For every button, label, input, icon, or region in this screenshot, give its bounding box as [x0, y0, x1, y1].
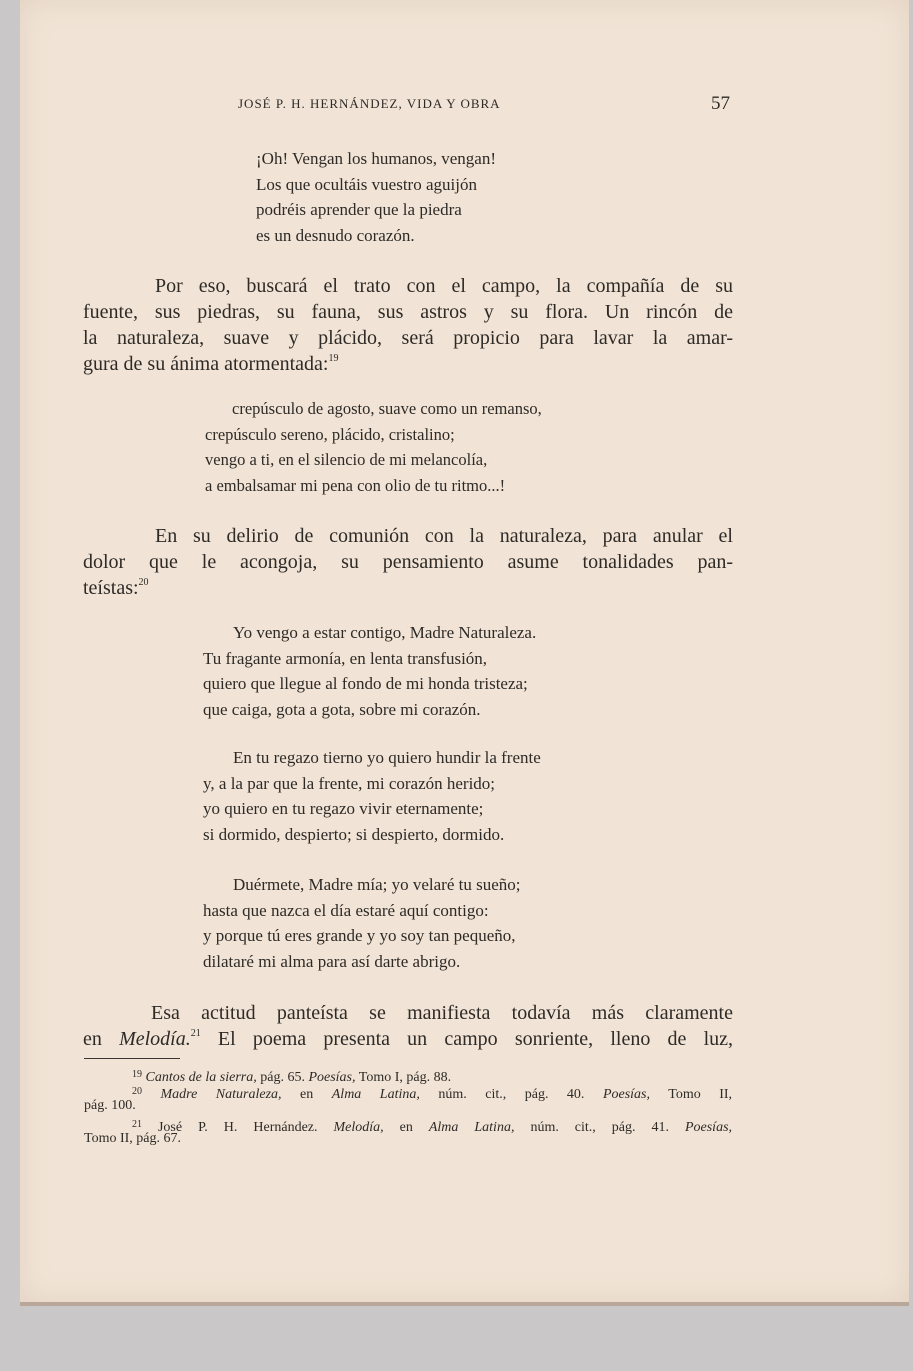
verse-line: ¡Oh! Vengan los humanos, vengan!	[256, 149, 497, 168]
work-title: Cantos de la sierra,	[145, 1070, 257, 1085]
footnote-text: pág. 65.	[260, 1070, 305, 1085]
verse-line: podréis aprender que la piedra	[256, 200, 462, 219]
running-title: JOSÉ P. H. HERNÁNDEZ, VIDA Y OBRA	[238, 96, 501, 111]
paragraph-line-text: teístas:	[83, 577, 139, 599]
verse-line: y porque tú eres grande y yo soy tan pequeño,	[203, 926, 516, 945]
footnote-20	[84, 1085, 732, 1113]
journal-title: Alma Latina,	[331, 1087, 420, 1102]
footnote-text: José P. H. Hernández.	[157, 1120, 318, 1135]
footnote-line: Tomo II, pág. 67.	[84, 1131, 182, 1146]
verse-line: En tu regazo tierno yo quiero hundir la frente	[233, 748, 541, 767]
paragraph-line	[83, 1026, 733, 1052]
work-title: Poesías,	[684, 1120, 733, 1135]
work-title: Poesías,	[602, 1087, 650, 1102]
verse-line: y, a la par que la frente, mi corazón herido;	[203, 773, 496, 793]
footnote-ref: 20	[138, 577, 149, 588]
verse-line: Duérmete, Madre mía; yo velaré tu sueño;	[233, 875, 521, 894]
footnote-ref: 21	[190, 1028, 201, 1039]
footnote-number: 20	[132, 1086, 142, 1097]
footnote-number: 19	[132, 1069, 142, 1080]
footnote-21	[84, 1118, 732, 1146]
paragraph-text: El poema presenta un campo sonriente, lleno de luz,	[217, 1028, 734, 1050]
footnote-text: núm. cit., pág. 40.	[438, 1087, 585, 1102]
paragraph-line: fuente, sus piedras, su fauna, sus astros y su flora. Un rincón de	[83, 301, 733, 323]
work-title: Melodía,	[333, 1120, 384, 1135]
footnote-text: núm. cit., pág. 41.	[530, 1120, 669, 1135]
verse-line: Los que ocultáis vuestro aguijón	[256, 174, 477, 194]
verse-line: hasta que nazca el día estaré aquí contigo:	[203, 900, 489, 920]
paragraph-line: Esa actitud panteísta se manifiesta todavía más claramente	[151, 1002, 733, 1024]
verse-line: crepúsculo de agosto, suave como un remanso,	[232, 399, 542, 418]
verse-line: que caiga, gota a gota, sobre mi corazón.	[203, 699, 481, 719]
verse-line: yo quiero en tu regazo vivir eternamente;	[203, 799, 484, 818]
verse-line: crepúsculo sereno, plácido, cristalino;	[205, 424, 455, 444]
work-title: Madre Naturaleza,	[160, 1087, 282, 1102]
verse-line: Tu fragante armonía, en lenta transfusión,	[203, 648, 488, 668]
footnote-text: Tomo II,	[668, 1087, 733, 1102]
paragraph-line: Por eso, buscará el trato con el campo, la compañía de su	[155, 275, 733, 297]
paragraph-line-text: gura de su ánima atormentada:	[83, 353, 329, 375]
paragraph-line	[83, 351, 733, 377]
footnote-ref: 19	[328, 353, 339, 364]
verse-block-1	[256, 146, 496, 248]
paragraph-3	[83, 1000, 733, 1052]
verse-line: quiero que llegue al fondo de mi honda tristeza;	[203, 674, 528, 693]
paragraph-line: En su delirio de comunión con la naturaleza, para anular el	[155, 525, 733, 547]
footnote-text: en	[399, 1120, 413, 1135]
verse-line: si dormido, despierto; si despierto, dormido.	[203, 824, 505, 844]
footnote-separator	[84, 1058, 180, 1059]
poem-stanza-3	[203, 872, 520, 974]
paragraph-line: dolor que le acongoja, su pensamiento asume tonalidades pan-	[83, 551, 733, 573]
paragraph-1	[83, 273, 733, 377]
paragraph-text: en	[83, 1028, 102, 1050]
paragraph-line	[83, 575, 733, 601]
journal-title: Alma Latina,	[428, 1120, 515, 1135]
verse-line: dilataré mi alma para así darte abrigo.	[203, 951, 461, 971]
footnote-line	[84, 1085, 733, 1102]
page-number: 57	[711, 93, 730, 114]
footnote-line	[84, 1068, 732, 1085]
footnote-line	[84, 1118, 733, 1135]
verse-line: es un desnudo corazón.	[256, 225, 415, 245]
paragraph-line: la naturaleza, suave y plácido, será propicio para lavar la amar-	[83, 327, 733, 349]
verse-line: a embalsamar mi pena con olio de tu ritmo...!	[205, 475, 506, 495]
footnote-number: 21	[132, 1119, 142, 1130]
verse-block-2	[205, 396, 542, 498]
footnote-19	[84, 1068, 732, 1085]
footnote-text: Tomo I, pág. 88.	[358, 1070, 452, 1085]
footnote-line: pág. 100.	[84, 1098, 136, 1113]
work-title: Melodía.	[119, 1028, 191, 1050]
poem-stanza-1	[203, 620, 536, 722]
work-title: Poesías,	[308, 1070, 356, 1085]
verse-line: Yo vengo a estar contigo, Madre Naturaleza.	[233, 623, 537, 642]
poem-stanza-2	[203, 745, 541, 847]
footnote-text: en	[300, 1087, 314, 1102]
paragraph-2	[83, 523, 733, 601]
verse-line: vengo a ti, en el silencio de mi melancolía,	[205, 450, 488, 469]
